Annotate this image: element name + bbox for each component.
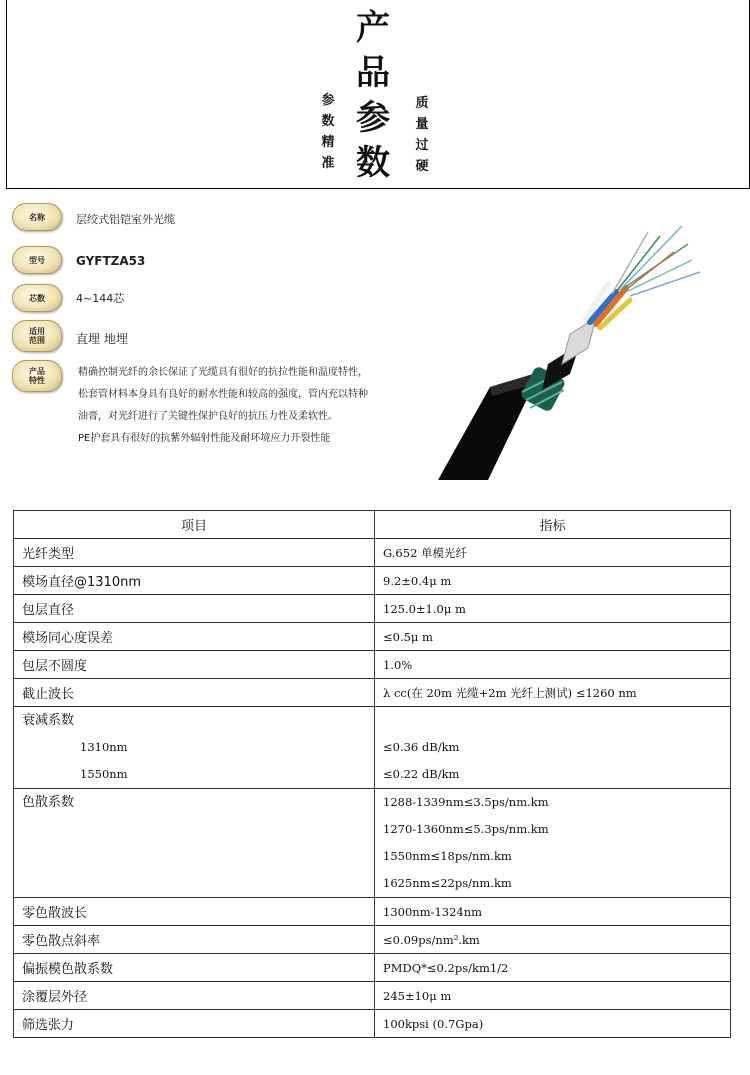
table-row xyxy=(14,539,731,567)
row-value: 245±10μ m xyxy=(375,982,731,1010)
table-row xyxy=(14,679,731,707)
title-char: 数 xyxy=(356,143,390,183)
feature-line: 油膏，对光纤进行了关键性保护良好的抗压力性及柔软性。 xyxy=(78,411,338,422)
info-row-cores xyxy=(12,284,62,312)
table-row-dispersion xyxy=(14,789,731,898)
table-row xyxy=(14,898,731,926)
dispersion-label: 色散系数 xyxy=(22,795,75,810)
table-row xyxy=(14,623,731,651)
row-value: 1300nm-1324nm xyxy=(375,898,731,926)
slogan-char: 硬 xyxy=(415,159,429,174)
attenuation-spacer xyxy=(383,707,722,734)
row-value: 100kpsi (0.7Gpa) xyxy=(375,1010,731,1038)
cable-image xyxy=(430,222,710,482)
row-item: 模场直径@1310nm xyxy=(14,567,375,595)
slogan-left xyxy=(319,90,337,174)
info-row-features xyxy=(12,360,62,392)
table-row xyxy=(14,982,731,1010)
row-item: 涂覆层外径 xyxy=(14,982,375,1010)
info-row-scope xyxy=(12,320,62,352)
table-row xyxy=(14,651,731,679)
row-value: PMDQ*≤0.2ps/km1/2 xyxy=(375,954,731,982)
row-item: 模场同心度误差 xyxy=(14,623,375,651)
table-row xyxy=(14,1010,731,1038)
row-item xyxy=(14,707,375,789)
product-cores: 4~144芯 xyxy=(76,292,125,305)
row-value xyxy=(375,707,731,789)
table-row xyxy=(14,926,731,954)
cores-badge-icon: 芯数 xyxy=(12,284,62,312)
attenuation-label: 衰减系数 xyxy=(22,713,75,728)
feature-description xyxy=(78,362,368,450)
table-header-row xyxy=(14,511,731,539)
slogan-char: 质 xyxy=(415,96,429,111)
slogan-char: 精 xyxy=(321,135,335,150)
page-title xyxy=(347,6,399,186)
row-item: 包层直径 xyxy=(14,595,375,623)
scope-badge-label: 适用 范围 xyxy=(29,327,45,345)
row-value: ≤0.5μ m xyxy=(375,623,731,651)
slogan-char: 过 xyxy=(415,138,429,153)
slogan-char: 准 xyxy=(321,156,335,171)
row-item: 零色散点斜率 xyxy=(14,926,375,954)
row-value: 125.0±1.0μ m xyxy=(375,595,731,623)
row-item: 包层不圆度 xyxy=(14,651,375,679)
row-item: 零色散波长 xyxy=(14,898,375,926)
dispersion-value: 1270-1360nm≤5.3ps/nm.km xyxy=(383,822,549,836)
dispersion-value: 1288-1339nm≤3.5ps/nm.km xyxy=(383,795,549,809)
header-value: 指标 xyxy=(375,511,731,539)
product-model: GYFTZA53 xyxy=(76,254,146,268)
table-row xyxy=(14,567,731,595)
attenuation-sub-label: 1310nm xyxy=(80,740,128,754)
dispersion-value: 1625nm≤22ps/nm.km xyxy=(383,876,512,890)
attenuation-value: ≤0.36 dB/km xyxy=(383,740,460,754)
row-value: ≤0.09ps/nm².km xyxy=(375,926,731,954)
feature-line: PE护套具有很好的抗紫外辐射性能及耐环境应力开裂性能 xyxy=(78,433,331,444)
header-banner xyxy=(6,0,750,189)
slogan-right xyxy=(413,93,431,177)
scope-badge-icon xyxy=(12,320,62,352)
features-badge-icon xyxy=(12,360,62,392)
slogan-char: 量 xyxy=(415,117,429,132)
header-item: 项目 xyxy=(14,511,375,539)
dispersion-value: 1550nm≤18ps/nm.km xyxy=(383,849,512,863)
product-name: 层绞式铝铠室外光缆 xyxy=(76,213,175,226)
table-row xyxy=(14,595,731,623)
title-char: 参 xyxy=(356,98,390,138)
row-value: 1.0% xyxy=(375,651,731,679)
name-badge-icon: 名称 xyxy=(12,203,62,231)
slogan-char: 参 xyxy=(321,93,335,108)
row-value xyxy=(375,789,731,898)
row-value: G.652 单模光纤 xyxy=(375,539,731,567)
title-char: 品 xyxy=(356,53,390,93)
row-item: 光纤类型 xyxy=(14,539,375,567)
title-char: 产 xyxy=(356,8,390,48)
model-badge-icon: 型号 xyxy=(12,246,62,274)
row-item: 截止波长 xyxy=(14,679,375,707)
product-scope: 直埋 地埋 xyxy=(76,332,128,346)
info-row-name xyxy=(12,203,62,231)
feature-line: 松套管材料本身具有良好的耐水性能和较高的强度，管内充以特种 xyxy=(78,389,368,400)
spec-table xyxy=(13,510,731,1038)
slogan-char: 数 xyxy=(321,114,335,129)
info-row-model xyxy=(12,246,62,274)
feature-line: 精确控制光纤的余长保证了光缆具有很好的抗拉性能和温度特性， xyxy=(78,367,368,378)
table-row xyxy=(14,954,731,982)
attenuation-value: ≤0.22 dB/km xyxy=(383,767,460,781)
table-row-attenuation xyxy=(14,707,731,789)
row-item xyxy=(14,789,375,898)
row-value: λ cc(在 20m 光缆+2m 光纤上测试) ≤1260 nm xyxy=(375,679,731,707)
features-badge-label: 产品 特性 xyxy=(29,367,45,385)
attenuation-sub-label: 1550nm xyxy=(80,767,128,781)
row-value: 9.2±0.4μ m xyxy=(375,567,731,595)
row-item: 筛选张力 xyxy=(14,1010,375,1038)
row-item: 偏振模色散系数 xyxy=(14,954,375,982)
